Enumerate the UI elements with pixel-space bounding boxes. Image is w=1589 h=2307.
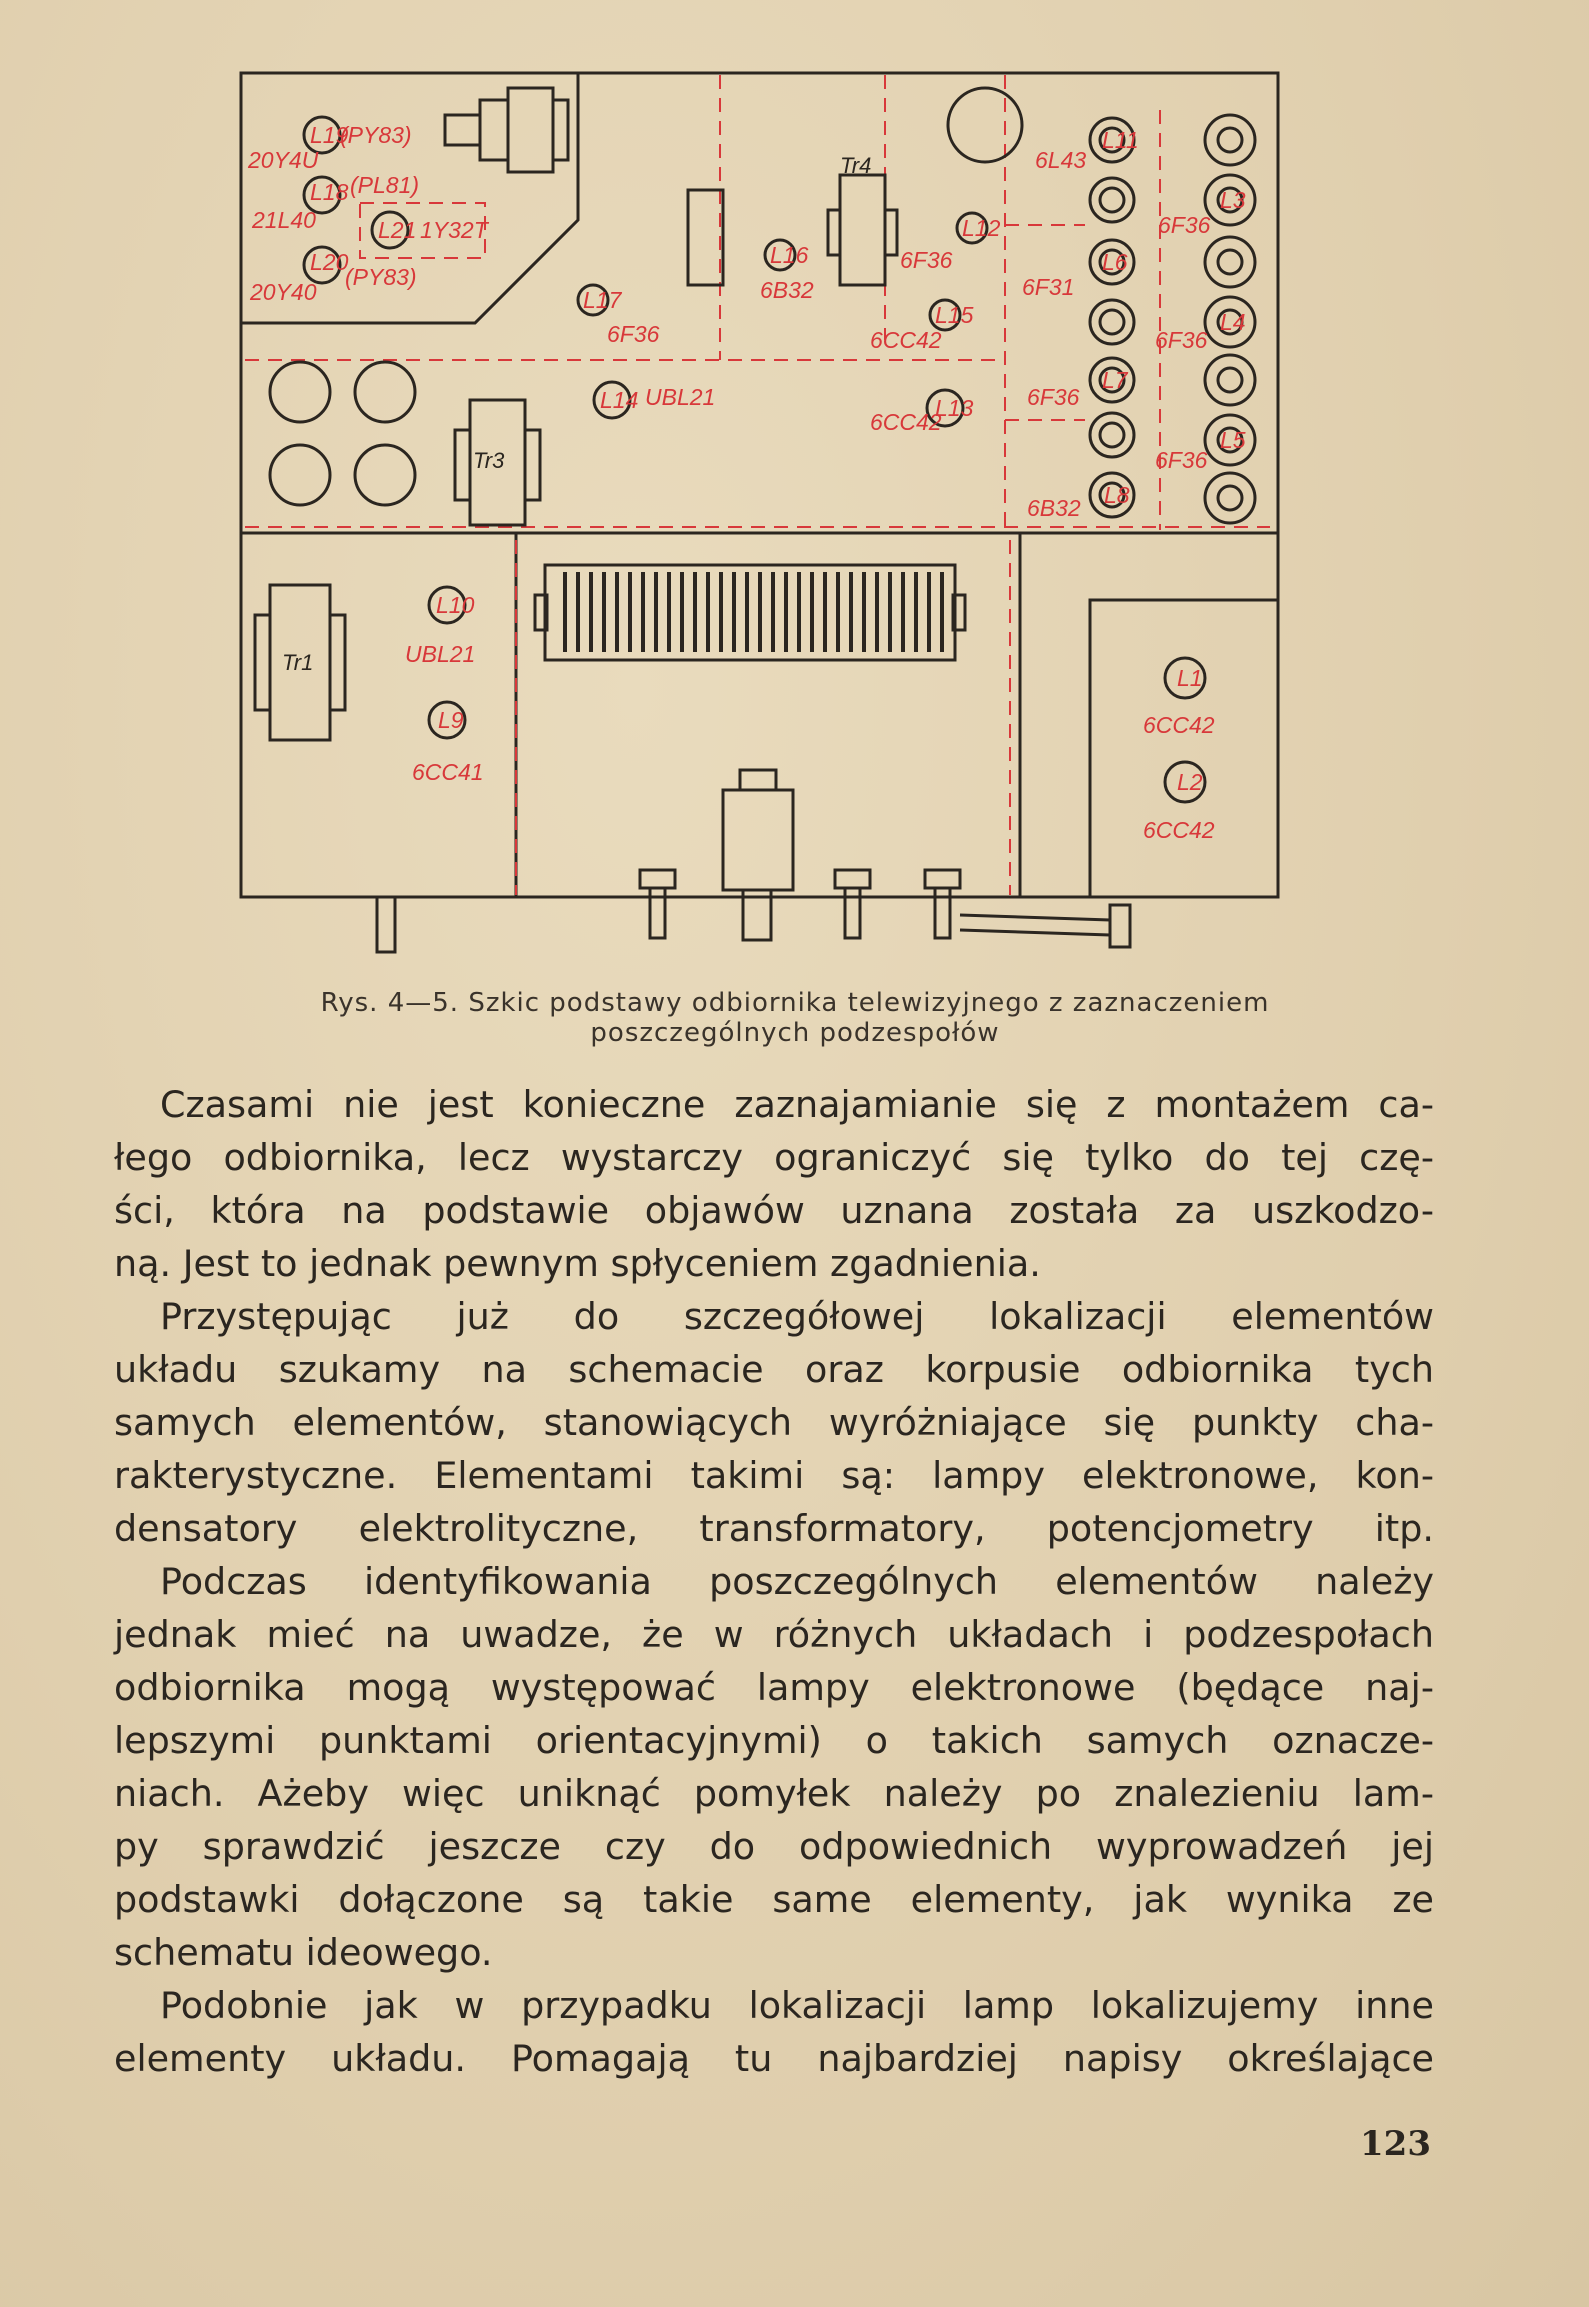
label-pl81: (PL81) [350, 172, 420, 198]
label-py83-b: (PY83) [345, 264, 417, 290]
text-line: niach. Ażeby więc uniknąć pomyłek należy po znalezieniu lam- [114, 1772, 1434, 1815]
label-l20: L20 [310, 249, 349, 275]
label-6f31: 6F31 [1022, 274, 1075, 300]
transformer-tr4 [840, 175, 885, 285]
text-line: schematu ideowego. [114, 1931, 493, 1974]
body-text [114, 1078, 1434, 2085]
caption-line: poszczególnych podzespołów [590, 1018, 1000, 1048]
label-l9: L9 [438, 707, 464, 733]
label-l1: L1 [1177, 665, 1203, 691]
text-line: ną. Jest to jednak pewnym spłyceniem zgadnienia. [114, 1242, 1041, 1285]
label-l16: L16 [770, 242, 809, 268]
label-21l40: 21L40 [252, 207, 316, 233]
label-6f36-a: 6F36 [607, 321, 660, 347]
label-6f36-e: 6F36 [1155, 327, 1208, 353]
text-line: Przystępując już do szczegółowej lokalizacji elementów [160, 1295, 1434, 1338]
text-line: podstawki dołączone są takie same elementy, jak wynika ze [114, 1878, 1434, 1921]
text-line: Podczas identyfikowania poszczególnych elementów należy [160, 1560, 1434, 1603]
label-l2: L2 [1177, 769, 1203, 795]
label-l19: L19 [310, 122, 349, 148]
label-6cc42-a: 6CC42 [870, 327, 942, 353]
label-ubl21-a: UBL21 [645, 384, 716, 410]
text-line: rakterystyczne. Elementami takimi są: lampy elektronowe, kon- [114, 1454, 1434, 1497]
label-6f36-b: 6F36 [900, 247, 953, 273]
label-20y40: 20Y40 [250, 279, 317, 305]
text-line: łego odbiornika, lecz wystarczy ograniczyć się tylko do tej czę- [114, 1136, 1434, 1179]
label-l10: L10 [436, 592, 475, 618]
label-l14: L14 [600, 387, 639, 413]
page-number: 123 [1360, 2124, 1431, 2164]
label-tr1: Tr1 [282, 650, 314, 675]
label-l4: L4 [1220, 309, 1246, 335]
label-l3: L3 [1220, 187, 1246, 213]
text-line: lepszymi punktami orientacyjnymi) o takich samych oznacze- [114, 1719, 1434, 1762]
text-line: ści, która na podstawie objawów uznana została za uszkodzo- [114, 1189, 1434, 1232]
label-l18: L18 [310, 179, 349, 205]
label-l15: L15 [935, 302, 974, 328]
text-line: jednak mieć na uwadze, że w różnych układach i podzespołach [114, 1613, 1434, 1656]
text-line: samych elementów, stanowiących wyróżniające się punkty cha- [114, 1401, 1434, 1444]
label-6l43: 6L43 [1035, 147, 1087, 173]
text-line: py sprawdzić jeszcze czy do odpowiednich wyprowadzeń jej [114, 1825, 1434, 1868]
label-l12: L12 [962, 215, 1001, 241]
label-6f36-d: 6F36 [1158, 212, 1211, 238]
label-l13: L13 [935, 395, 974, 421]
caption-line: Rys. 4—5. Szkic podstawy odbiornika telewizyjnego z zaznaczeniem [320, 988, 1270, 1018]
label-ubl21-b: UBL21 [405, 641, 476, 667]
text-line: densatory elektrolityczne, transformatory, potencjometry itp. [114, 1507, 1434, 1550]
label-6f36-f: 6F36 [1155, 447, 1208, 473]
text-line: elementy układu. Pomagają tu najbardziej napisy określające [114, 2037, 1434, 2080]
label-6b32-b: 6B32 [1027, 495, 1081, 521]
label-l17: L17 [583, 287, 622, 313]
label-1y32t: 1Y32T [420, 217, 488, 243]
figure-caption [150, 988, 1440, 1048]
label-tr3: Tr3 [473, 448, 505, 473]
label-l21: L21 [378, 217, 417, 243]
label-6cc42-c: 6CC42 [1143, 712, 1215, 738]
text-line: Podobnie jak w przypadku lokalizacji lamp lokalizujemy inne [160, 1984, 1434, 2027]
label-6b32-a: 6B32 [760, 277, 814, 303]
label-py83-a: (PY83) [340, 122, 412, 148]
label-l11: L11 [1102, 127, 1139, 153]
label-6cc41: 6CC41 [412, 759, 484, 785]
label-l6: L6 [1102, 249, 1128, 275]
text-line: układu szukamy na schemacie oraz korpusie odbiornika tych [114, 1348, 1434, 1391]
label-tr4: Tr4 [840, 153, 872, 178]
label-6cc42-b: 6CC42 [870, 409, 942, 435]
label-l7: L7 [1102, 367, 1128, 393]
chassis-sketch-figure [0, 0, 1589, 980]
label-6f36-c: 6F36 [1027, 384, 1080, 410]
label-l5: L5 [1220, 427, 1246, 453]
label-20y4u: 20Y4U [248, 147, 319, 173]
label-l8: L8 [1104, 482, 1130, 508]
label-6cc42-d: 6CC42 [1143, 817, 1215, 843]
text-line: Czasami nie jest konieczne zaznajamianie się z montażem ca- [160, 1083, 1434, 1126]
text-line: odbiornika mogą występować lampy elektronowe (będące naj- [114, 1666, 1434, 1709]
